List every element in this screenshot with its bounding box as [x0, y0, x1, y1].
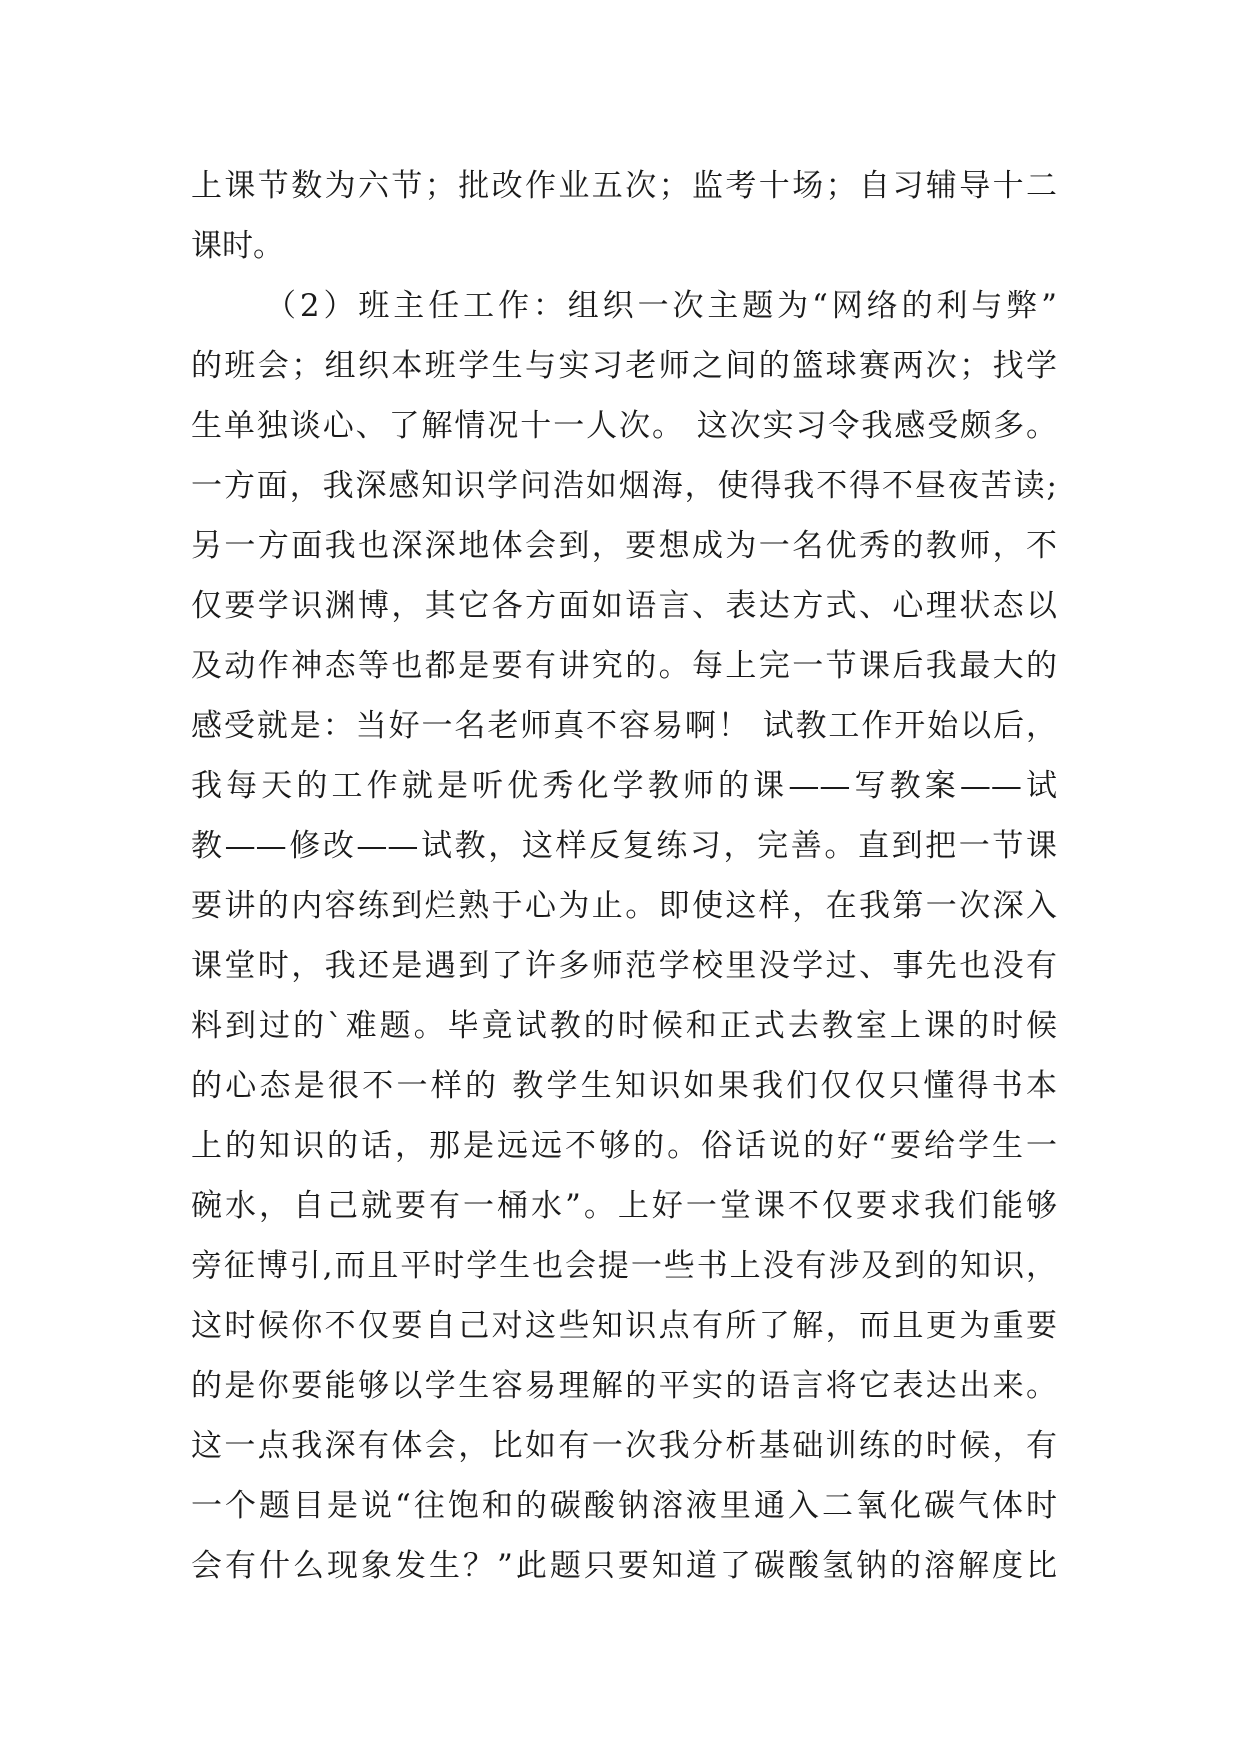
- text-line: 一个题目是说“往饱和的碳酸钠溶液里通入二氧化碳气体时: [191, 1488, 1057, 1524]
- text-line: 这一点我深有体会，比如有一次我分析基础训练的时候，有: [191, 1428, 1057, 1464]
- text-line: 教——修改——试教，这样反复练习，完善。直到把一节课: [191, 828, 1057, 864]
- text-line: 上的知识的话，那是远远不够的。俗话说的好“要给学生一: [191, 1128, 1057, 1164]
- text-line: 的是你要能够以学生容易理解的平实的语言将它表达出来。: [191, 1368, 1057, 1404]
- text-line: 这时候你不仅要自己对这些知识点有所了解，而且更为重要: [191, 1308, 1057, 1344]
- text-line: 课堂时，我还是遇到了许多师范学校里没学过、事先也没有: [191, 948, 1057, 984]
- text-line: 仅要学识渊博，其它各方面如语言、表达方式、心理状态以: [191, 588, 1057, 624]
- text-line: 的班会；组织本班学生与实习老师之间的篮球赛两次；找学: [191, 348, 1057, 384]
- text-line: 一方面，我深感知识学问浩如烟海，使得我不得不昼夜苦读;: [191, 468, 1057, 504]
- document-body: [191, 156, 1057, 1596]
- text-line: 旁征博引,而且平时学生也会提一些书上没有涉及到的知识，: [191, 1248, 1057, 1284]
- text-line: 料到过的`难题。毕竟试教的时候和正式去教室上课的时候: [191, 1008, 1057, 1044]
- text-line: 课时。: [191, 228, 284, 264]
- text-line: 碗水，自己就要有一桶水”。上好一堂课不仅要求我们能够: [191, 1188, 1057, 1224]
- text-line: 要讲的内容练到烂熟于心为止。即使这样，在我第一次深入: [191, 888, 1057, 924]
- text-line: 另一方面我也深深地体会到，要想成为一名优秀的教师，不: [191, 528, 1057, 564]
- paragraph-start-line: （2）班主任工作：组织一次主题为“网络的利与弊”: [265, 288, 1057, 324]
- text-line: 感受就是：当好一名老师真不容易啊！ 试教工作开始以后，: [191, 708, 1057, 744]
- text-line: 会有什么现象发生？”此题只要知道了碳酸氢钠的溶解度比: [191, 1548, 1057, 1584]
- text-line: 我每天的工作就是听优秀化学教师的课——写教案——试: [191, 768, 1057, 804]
- text-line: 生单独谈心、了解情况十一人次。 这次实习令我感受颇多。: [191, 408, 1057, 444]
- text-line: 的心态是很不一样的 教学生知识如果我们仅仅只懂得书本: [191, 1068, 1057, 1104]
- text-line: 及动作神态等也都是要有讲究的。每上完一节课后我最大的: [191, 648, 1057, 684]
- text-line: 上课节数为六节；批改作业五次；监考十场；自习辅导十二: [191, 168, 1057, 204]
